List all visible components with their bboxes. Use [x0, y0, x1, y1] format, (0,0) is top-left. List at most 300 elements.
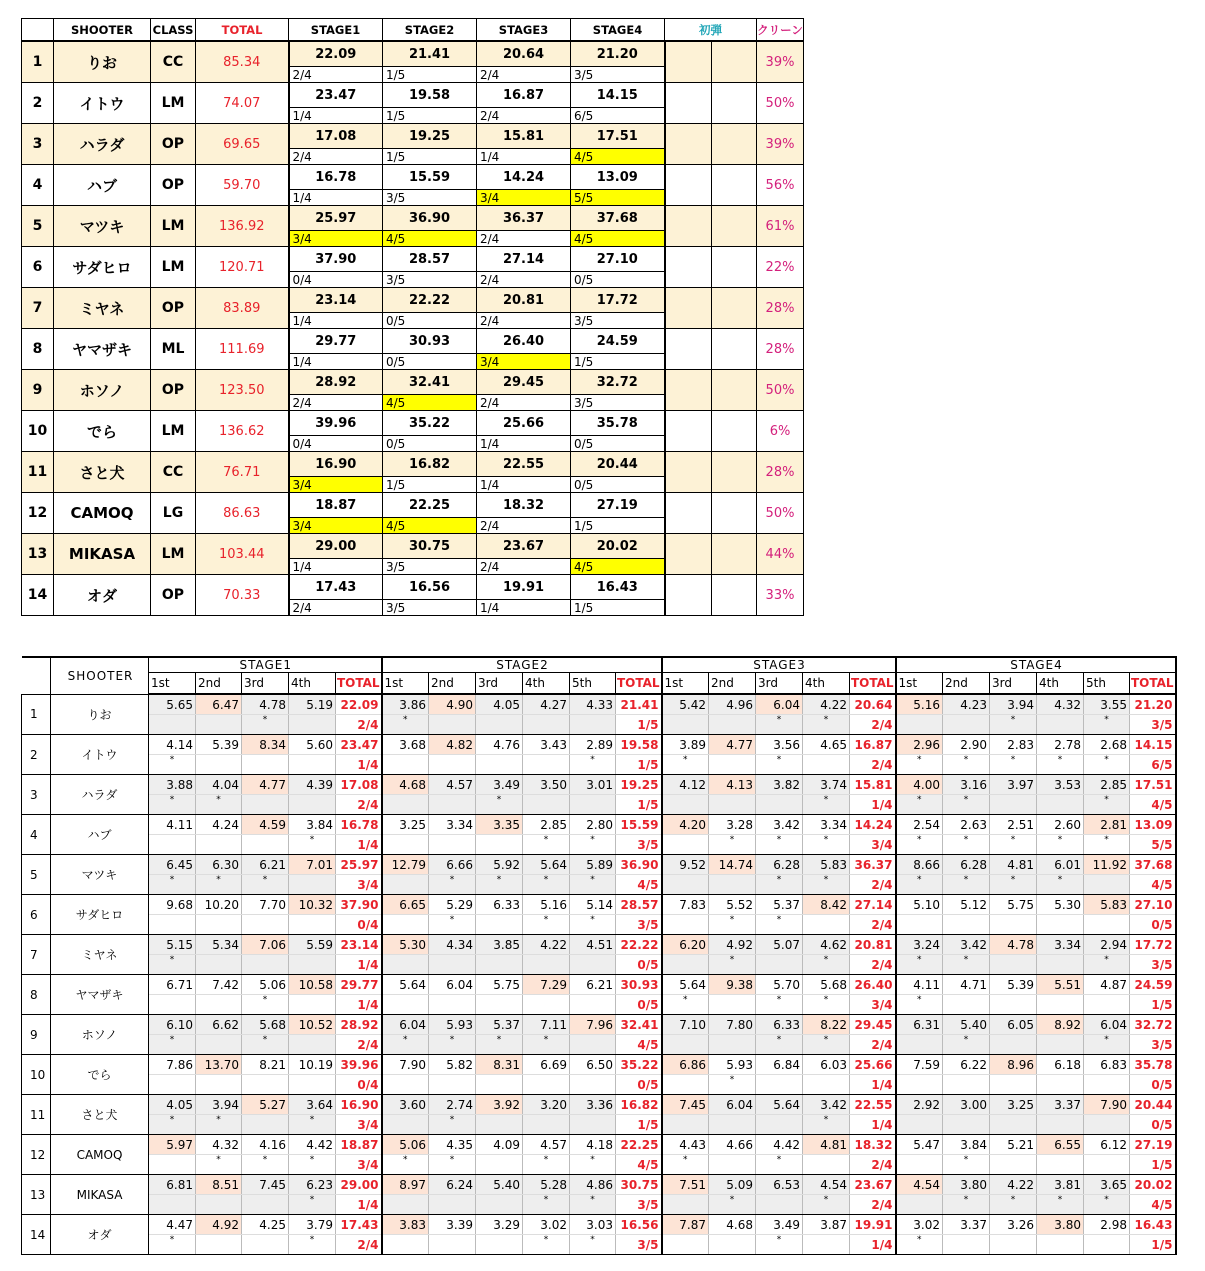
- split-time: 4.92: [196, 1215, 242, 1235]
- split-time: 4.71: [943, 975, 990, 995]
- stage-hits: 2/4: [477, 67, 571, 83]
- split-time: 7.29: [523, 975, 570, 995]
- hit-mark: *: [523, 1235, 570, 1255]
- rank-cell: 6: [22, 247, 54, 288]
- stage-total: 23.47: [336, 735, 382, 755]
- hit-mark: *: [570, 755, 616, 775]
- hit-mark: *: [523, 915, 570, 935]
- stage-hits: 3/4: [850, 835, 896, 855]
- stage-total: 27.10: [1130, 895, 1176, 915]
- split-time: 9.52: [662, 855, 709, 875]
- summary-table: [21, 18, 804, 616]
- stage-hits: 1/4: [336, 995, 382, 1015]
- shooter-name: サダヒロ: [51, 895, 149, 935]
- hit-mark: [476, 955, 523, 975]
- hit-mark: *: [429, 1155, 476, 1175]
- stage-total: 30.75: [616, 1175, 662, 1195]
- hit-mark: [1037, 1115, 1084, 1135]
- hit-mark: *: [803, 995, 850, 1015]
- clean-rate: 50%: [757, 493, 804, 534]
- hit-mark: [943, 715, 990, 735]
- stage-hits: 3/5: [571, 313, 665, 329]
- first-shot-cell: [665, 247, 712, 288]
- stage-total: 36.37: [850, 855, 896, 875]
- split-time: 4.20: [662, 815, 709, 835]
- split-time: 12.79: [382, 855, 429, 875]
- split-time: 3.34: [429, 815, 476, 835]
- hit-mark: [896, 1075, 943, 1095]
- stage-time: 14.15: [571, 83, 665, 108]
- stage-hits: 0/4: [336, 1075, 382, 1095]
- rank-cell: 12: [22, 1135, 51, 1175]
- rank-cell: 13: [22, 1175, 51, 1215]
- split-time: 5.28: [523, 1175, 570, 1195]
- stage-hits: 3/5: [571, 395, 665, 411]
- split-time: 6.12: [1084, 1135, 1130, 1155]
- split-time: 7.90: [382, 1055, 429, 1075]
- total-cell: 103.44: [196, 534, 289, 575]
- total-cell: 111.69: [196, 329, 289, 370]
- split-time: 3.60: [382, 1095, 429, 1115]
- split-time: 4.42: [289, 1135, 336, 1155]
- rank-cell: 12: [22, 493, 54, 534]
- stage-hits: 5/5: [1130, 835, 1176, 855]
- split-time: 5.06: [242, 975, 289, 995]
- hit-mark: [429, 795, 476, 815]
- clean-rate: 6%: [757, 411, 804, 452]
- split-time: 3.50: [523, 775, 570, 795]
- rank-cell: 2: [22, 735, 51, 775]
- hit-mark: *: [803, 1115, 850, 1135]
- split-time: 5.92: [476, 855, 523, 875]
- class-header: CLASS: [151, 19, 196, 42]
- split-time: 3.94: [196, 1095, 242, 1115]
- hit-mark: [523, 1115, 570, 1135]
- hit-mark: [896, 1195, 943, 1215]
- hit-mark: [943, 1235, 990, 1255]
- shooter-name: MIKASA: [54, 534, 151, 575]
- stage-time: 23.47: [289, 83, 383, 108]
- stage-hits: 4/5: [616, 1035, 662, 1055]
- hit-mark: [1084, 915, 1130, 935]
- detail-row: [22, 1095, 1176, 1115]
- stage-total: 29.45: [850, 1015, 896, 1035]
- stage-total: 37.68: [1130, 855, 1176, 875]
- class-cell: OP: [151, 165, 196, 206]
- hit-mark: *: [1084, 1035, 1130, 1055]
- split-time: 2.54: [896, 815, 943, 835]
- hit-mark: *: [756, 755, 803, 775]
- stage-hits: 3/5: [1130, 1035, 1176, 1055]
- split-time: 10.19: [289, 1055, 336, 1075]
- hit-mark: [896, 1035, 943, 1055]
- stage-time: 32.72: [571, 370, 665, 395]
- hit-mark: [990, 955, 1037, 975]
- hit-mark: *: [896, 755, 943, 775]
- split-time: 2.51: [990, 815, 1037, 835]
- shooter-name: ハブ: [54, 165, 151, 206]
- hit-mark: *: [196, 875, 242, 895]
- class-cell: LM: [151, 411, 196, 452]
- split-time: 6.69: [523, 1055, 570, 1075]
- first-shot-cell: [712, 247, 757, 288]
- hit-mark: [709, 795, 756, 815]
- stage-hits: 1/5: [1130, 995, 1176, 1015]
- stage-total: 22.09: [336, 694, 382, 715]
- split-time: 5.12: [943, 895, 990, 915]
- hit-mark: *: [662, 755, 709, 775]
- hit-mark: [242, 1195, 289, 1215]
- hit-mark: [242, 795, 289, 815]
- hit-mark: *: [756, 835, 803, 855]
- split-time: 5.06: [382, 1135, 429, 1155]
- split-time: 11.92: [1084, 855, 1130, 875]
- stage-hits: 2/4: [850, 1035, 896, 1055]
- split-time: 3.34: [803, 815, 850, 835]
- total-cell: 85.34: [196, 41, 289, 83]
- stage-hits: 4/5: [383, 395, 477, 411]
- hit-mark: *: [570, 875, 616, 895]
- stage-total: 25.66: [850, 1055, 896, 1075]
- hit-mark: [662, 835, 709, 855]
- hit-mark: *: [756, 915, 803, 935]
- stage-hits: 1/4: [477, 600, 571, 616]
- total-cell: 120.71: [196, 247, 289, 288]
- split-time: 7.80: [709, 1015, 756, 1035]
- stage-hits: 4/5: [571, 231, 665, 247]
- split-time: 6.21: [570, 975, 616, 995]
- rank-cell: 3: [22, 124, 54, 165]
- split-time: 6.04: [1084, 1015, 1130, 1035]
- split-time: 3.97: [990, 775, 1037, 795]
- hit-mark: [709, 715, 756, 735]
- detail-row: [22, 1175, 1176, 1195]
- rank-cell: 3: [22, 775, 51, 815]
- hit-mark: [382, 875, 429, 895]
- detail-row-marks: [22, 915, 1176, 935]
- hit-mark: [196, 835, 242, 855]
- stage-time: 37.90: [289, 247, 383, 272]
- detail-row: [22, 975, 1176, 995]
- shooter-name: でら: [51, 1055, 149, 1095]
- split-time: 5.93: [709, 1055, 756, 1075]
- stage-hits: 3/5: [1130, 955, 1176, 975]
- stage-hits: 1/5: [571, 518, 665, 534]
- hit-mark: [1084, 1075, 1130, 1095]
- split-time: 5.65: [149, 694, 196, 715]
- hit-mark: *: [196, 1155, 242, 1175]
- hit-mark: *: [523, 875, 570, 895]
- hit-mark: [1037, 1035, 1084, 1055]
- stage-hits: 0/5: [1130, 915, 1176, 935]
- split-time: 6.31: [896, 1015, 943, 1035]
- detail-row: [22, 1135, 1176, 1155]
- stage-time: 22.09: [289, 41, 383, 67]
- stage-hits: 1/4: [289, 313, 383, 329]
- stage-time: 25.66: [477, 411, 571, 436]
- stage-total: 17.72: [1130, 935, 1176, 955]
- split-time: 3.74: [803, 775, 850, 795]
- stage-hits: 2/4: [477, 559, 571, 575]
- hit-mark: *: [756, 1155, 803, 1175]
- stage-hits: 3/5: [616, 1235, 662, 1255]
- stage-hits: 0/5: [571, 272, 665, 288]
- detail-row-marks: [22, 1035, 1176, 1055]
- first-shot-cell: [665, 124, 712, 165]
- split-time: 4.96: [709, 694, 756, 715]
- class-cell: OP: [151, 575, 196, 616]
- split-time: 3.20: [523, 1095, 570, 1115]
- stage-hits: 2/4: [850, 715, 896, 735]
- shot-header: 3rd: [990, 673, 1037, 695]
- split-time: 10.20: [196, 895, 242, 915]
- hit-mark: [242, 915, 289, 935]
- rank-cell: 11: [22, 1095, 51, 1135]
- class-cell: LM: [151, 534, 196, 575]
- split-time: 3.16: [943, 775, 990, 795]
- split-time: 3.37: [943, 1215, 990, 1235]
- split-time: 5.37: [476, 1015, 523, 1035]
- first-shot-cell: [712, 288, 757, 329]
- hit-mark: *: [289, 1155, 336, 1175]
- split-time: 2.89: [570, 735, 616, 755]
- stage-hits: 1/4: [477, 477, 571, 493]
- split-time: 2.92: [896, 1095, 943, 1115]
- hit-mark: [990, 1155, 1037, 1175]
- stage-hits: 3/5: [1130, 715, 1176, 735]
- split-time: 4.57: [523, 1135, 570, 1155]
- split-time: 2.98: [1084, 1215, 1130, 1235]
- split-time: 5.64: [662, 975, 709, 995]
- split-time: 10.58: [289, 975, 336, 995]
- hit-mark: [662, 1235, 709, 1255]
- hit-mark: [709, 1235, 756, 1255]
- hit-mark: *: [943, 835, 990, 855]
- split-time: 6.20: [662, 935, 709, 955]
- split-time: 6.23: [289, 1175, 336, 1195]
- hit-mark: [943, 1115, 990, 1135]
- hit-mark: *: [803, 875, 850, 895]
- stage-time: 28.92: [289, 370, 383, 395]
- first-shot-cell: [665, 206, 712, 247]
- stage-time: 16.82: [383, 452, 477, 477]
- split-time: 4.77: [709, 735, 756, 755]
- hit-mark: *: [570, 915, 616, 935]
- split-time: 3.43: [523, 735, 570, 755]
- clean-rate: 44%: [757, 534, 804, 575]
- clean-rate: 22%: [757, 247, 804, 288]
- first-shot-cell: [665, 165, 712, 206]
- stage-hits: 3/4: [477, 354, 571, 370]
- hit-mark: [1084, 1115, 1130, 1135]
- split-time: 2.83: [990, 735, 1037, 755]
- split-time: 4.05: [149, 1095, 196, 1115]
- detail-row: [22, 1015, 1176, 1035]
- clean-rate: 33%: [757, 575, 804, 616]
- class-cell: ML: [151, 329, 196, 370]
- hit-mark: [382, 1235, 429, 1255]
- detail-row-marks: [22, 1075, 1176, 1095]
- rank-cell: 2: [22, 83, 54, 124]
- shooter-name: MIKASA: [51, 1175, 149, 1215]
- hit-mark: [289, 875, 336, 895]
- split-time: 4.11: [149, 815, 196, 835]
- hit-mark: *: [896, 835, 943, 855]
- stage-total: 15.81: [850, 775, 896, 795]
- stage-total: 29.77: [336, 975, 382, 995]
- hit-mark: [382, 835, 429, 855]
- hit-mark: [382, 995, 429, 1015]
- hit-mark: *: [943, 755, 990, 775]
- hit-mark: [289, 955, 336, 975]
- detail-row-marks: [22, 995, 1176, 1015]
- stage-time: 21.41: [383, 41, 477, 67]
- hit-mark: *: [756, 1235, 803, 1255]
- first-shot-cell: [712, 83, 757, 124]
- stage-time: 22.25: [383, 493, 477, 518]
- split-time: 3.00: [943, 1095, 990, 1115]
- stage-time: 17.51: [571, 124, 665, 149]
- clean-rate: 61%: [757, 206, 804, 247]
- split-time: 4.92: [709, 935, 756, 955]
- stage-hits: 1/4: [336, 955, 382, 975]
- hit-mark: *: [756, 715, 803, 735]
- stage-time: 35.78: [571, 411, 665, 436]
- stage-hits: 1/4: [289, 354, 383, 370]
- stage-hits: 2/4: [477, 313, 571, 329]
- shot-header: 3rd: [476, 673, 523, 695]
- shot-header: 5th: [570, 673, 616, 695]
- split-time: 6.28: [943, 855, 990, 875]
- hit-mark: *: [242, 1035, 289, 1055]
- split-time: 3.25: [990, 1095, 1037, 1115]
- stage-total: 30.93: [616, 975, 662, 995]
- split-time: 5.30: [1037, 895, 1084, 915]
- split-time: 4.43: [662, 1135, 709, 1155]
- shooter-name: イトウ: [54, 83, 151, 124]
- class-cell: OP: [151, 288, 196, 329]
- hit-mark: [1037, 1155, 1084, 1175]
- stage-time: 29.45: [477, 370, 571, 395]
- hit-mark: [382, 955, 429, 975]
- hit-mark: *: [803, 1035, 850, 1055]
- hit-mark: *: [149, 1235, 196, 1255]
- split-time: 4.24: [196, 815, 242, 835]
- stage-total: 14.24: [850, 815, 896, 835]
- stage-total: 16.56: [616, 1215, 662, 1235]
- hit-mark: [570, 995, 616, 1015]
- split-time: 9.68: [149, 895, 196, 915]
- split-time: 5.29: [429, 895, 476, 915]
- split-time: 7.01: [289, 855, 336, 875]
- stage-time: 29.00: [289, 534, 383, 559]
- hit-mark: [662, 875, 709, 895]
- split-time: 5.37: [756, 895, 803, 915]
- hit-mark: *: [242, 995, 289, 1015]
- stage-total: 17.08: [336, 775, 382, 795]
- stage-total: 20.64: [850, 694, 896, 715]
- split-time: 6.84: [756, 1055, 803, 1075]
- split-time: 5.30: [382, 935, 429, 955]
- hit-mark: [476, 1075, 523, 1095]
- hit-mark: [429, 835, 476, 855]
- stage-total: 29.00: [336, 1175, 382, 1195]
- split-time: 7.51: [662, 1175, 709, 1195]
- split-time: 4.39: [289, 775, 336, 795]
- stage-hits: 1/5: [571, 600, 665, 616]
- hit-mark: [990, 995, 1037, 1015]
- summary-row: [22, 83, 804, 108]
- hit-mark: [196, 1075, 242, 1095]
- shooter-name: りお: [51, 694, 149, 735]
- stage-hits: 4/5: [1130, 875, 1176, 895]
- hit-mark: [196, 1195, 242, 1215]
- split-time: 6.83: [1084, 1055, 1130, 1075]
- stage-time: 13.09: [571, 165, 665, 190]
- summary-row: [22, 247, 804, 272]
- stage-time: 27.10: [571, 247, 665, 272]
- hit-mark: [756, 1075, 803, 1095]
- hit-mark: [570, 955, 616, 975]
- split-time: 4.59: [242, 815, 289, 835]
- split-time: 4.22: [990, 1175, 1037, 1195]
- shooter-name: マツキ: [54, 206, 151, 247]
- rank-cell: 14: [22, 1215, 51, 1255]
- split-time: 2.63: [943, 815, 990, 835]
- stage-total: 28.92: [336, 1015, 382, 1035]
- hit-mark: [1037, 1235, 1084, 1255]
- stage-total: 14.15: [1130, 735, 1176, 755]
- stage-total: 20.44: [1130, 1095, 1176, 1115]
- stage-hits: 0/5: [571, 436, 665, 452]
- split-time: 3.84: [943, 1135, 990, 1155]
- split-time: 2.68: [1084, 735, 1130, 755]
- hit-mark: [1084, 875, 1130, 895]
- stage-hits: 3/5: [383, 559, 477, 575]
- clean-rate: 28%: [757, 452, 804, 493]
- stage-hits: 4/5: [1130, 795, 1176, 815]
- split-time: 2.81: [1084, 815, 1130, 835]
- detail-row: [22, 815, 1176, 835]
- first-shot-cell: [712, 124, 757, 165]
- hit-mark: [1037, 715, 1084, 735]
- stage-hits: 1/5: [383, 477, 477, 493]
- detail-row: [22, 855, 1176, 875]
- hit-mark: *: [896, 795, 943, 815]
- total-cell: 59.70: [196, 165, 289, 206]
- split-time: 8.21: [242, 1055, 289, 1075]
- rank-cell: 10: [22, 411, 54, 452]
- stage-hits: 3/4: [289, 231, 383, 247]
- split-time: 4.76: [476, 735, 523, 755]
- stage-total: 23.14: [336, 935, 382, 955]
- split-time: 10.32: [289, 895, 336, 915]
- shooter-name: CAMOQ: [54, 493, 151, 534]
- hit-mark: [756, 1195, 803, 1215]
- shooter-name: CAMOQ: [51, 1135, 149, 1175]
- split-time: 4.90: [429, 694, 476, 715]
- hit-mark: [709, 875, 756, 895]
- stage-total: 15.59: [616, 815, 662, 835]
- split-time: 5.83: [1084, 895, 1130, 915]
- hit-mark: *: [570, 1195, 616, 1215]
- stage-hits: 3/4: [289, 477, 383, 493]
- split-time: 2.78: [1037, 735, 1084, 755]
- summary-row: [22, 41, 804, 67]
- stage-time: 22.55: [477, 452, 571, 477]
- detail-row-marks: [22, 875, 1176, 895]
- shooter-header: SHOOTER: [54, 19, 151, 42]
